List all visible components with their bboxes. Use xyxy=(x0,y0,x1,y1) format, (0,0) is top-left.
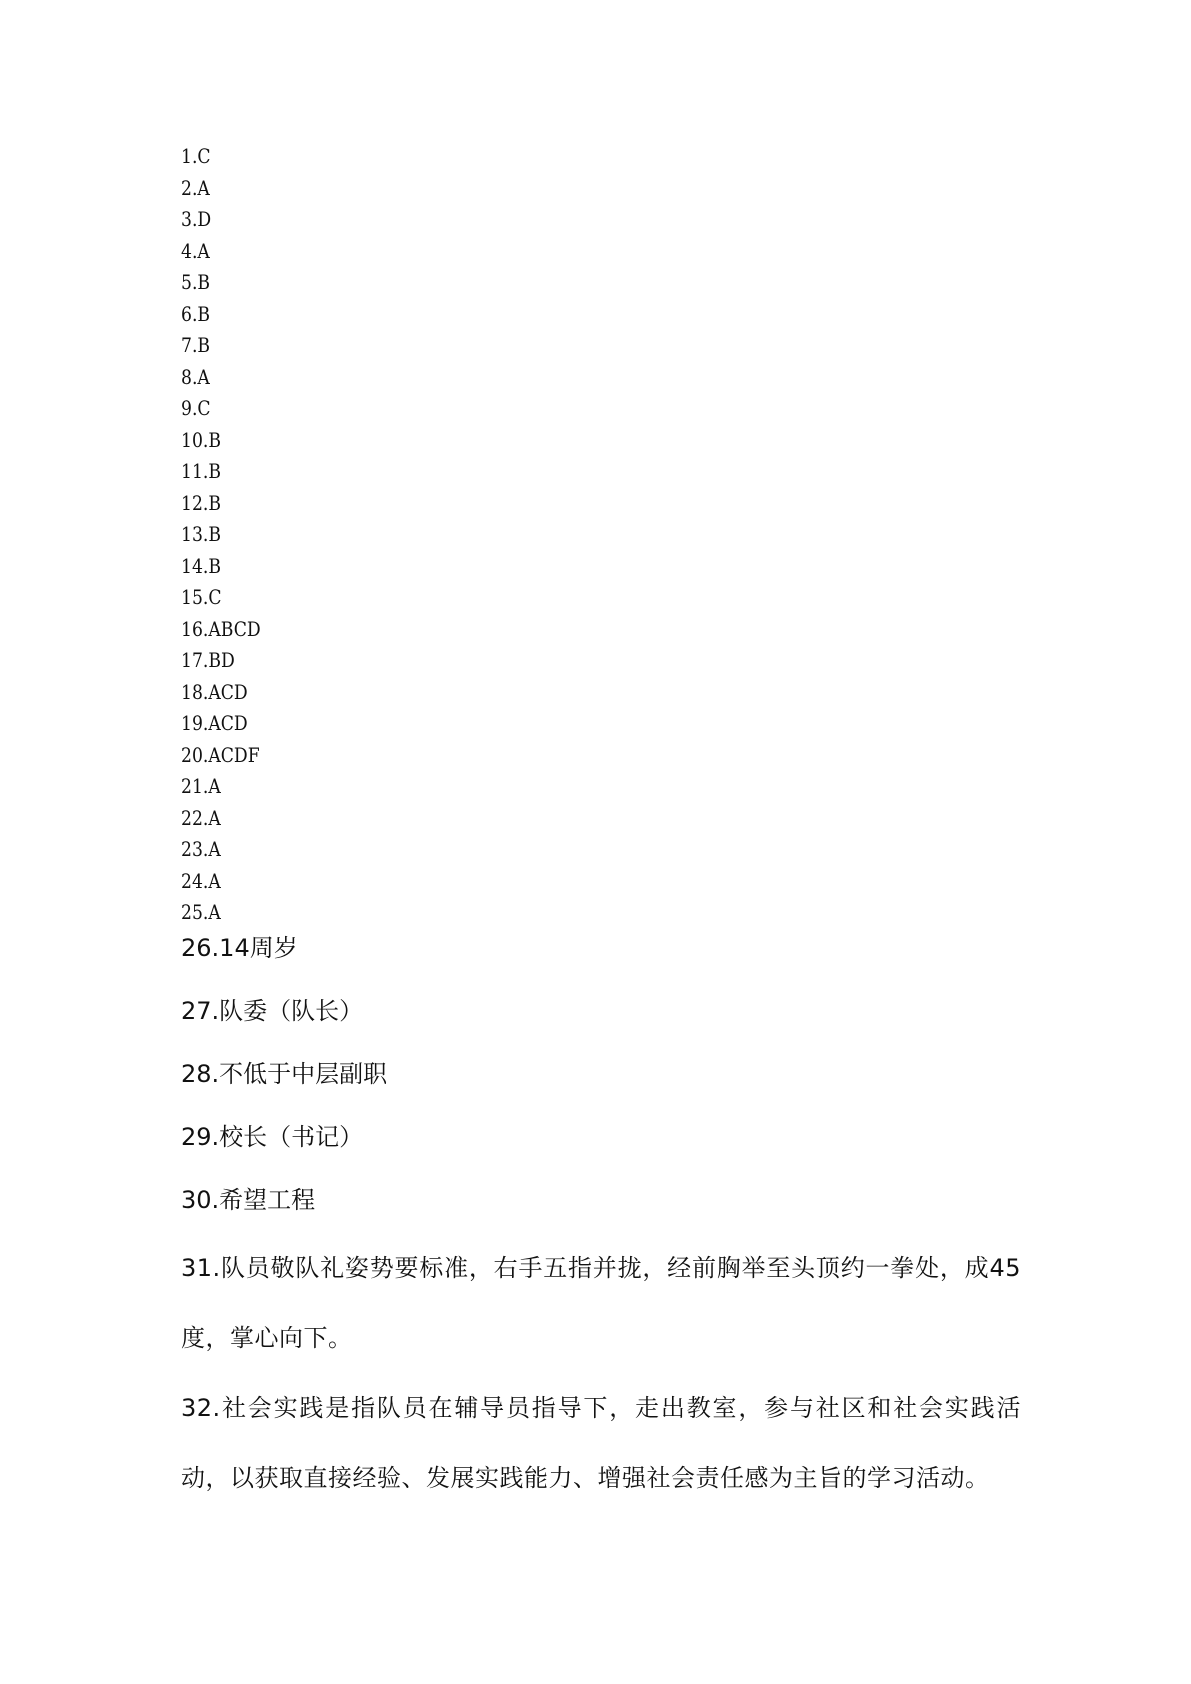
answer-item: 15.C xyxy=(181,585,222,609)
fill-in-answer-item: 28.不低于中层副职 xyxy=(181,1060,388,1088)
answer-item: 21.A xyxy=(181,774,221,798)
answer-item: 20.ACDF xyxy=(181,742,260,767)
fill-in-answer-item: 26.14周岁 xyxy=(181,934,298,962)
answer-item: 22.A xyxy=(181,805,221,830)
objective-answer-list xyxy=(181,141,261,929)
answer-item: 1.C xyxy=(181,144,211,168)
answer-item: 11.B xyxy=(181,459,222,483)
answer-item: 5.B xyxy=(181,270,211,294)
answer-item: 23.A xyxy=(181,837,221,861)
fill-in-answer-item: 29.校长（书记） xyxy=(181,1123,364,1151)
fill-in-answer-item: 27.队委（队长） xyxy=(181,997,364,1025)
answer-item: 3.D xyxy=(181,207,212,231)
answer-item: 10.B xyxy=(181,427,222,452)
answer-item: 12.B xyxy=(181,490,222,515)
answer-item: 16.ABCD xyxy=(181,616,261,641)
answer-item: 7.B xyxy=(181,333,211,357)
answer-item: 4.A xyxy=(181,238,210,263)
answer-item: 8.A xyxy=(181,364,210,389)
essay-answer-31: 31.队员敬队礼姿势要标准，右手五指并拢，经前胸举至头顶约一拳处，成45度，掌心向下。 xyxy=(181,1254,1021,1352)
answer-item: 17.BD xyxy=(181,648,235,672)
answer-item: 6.B xyxy=(181,301,211,326)
answer-item: 25.A xyxy=(181,900,221,924)
answer-item: 18.ACD xyxy=(181,679,248,704)
fill-in-answer-list xyxy=(181,930,1021,1245)
fill-in-answer-item: 30.希望工程 xyxy=(181,1186,316,1214)
answer-item: 9.C xyxy=(181,396,211,420)
answer-item: 24.A xyxy=(181,868,221,893)
essay-answer-32: 32.社会实践是指队员在辅导员指导下，走出教室，参与社区和社会实践活动，以获取直接经验、发展实践能力、增强社会责任感为主旨的学习活动。 xyxy=(181,1394,1021,1492)
answer-item: 2.A xyxy=(181,175,210,200)
answer-item: 19.ACD xyxy=(181,711,248,735)
answer-item: 13.B xyxy=(181,522,222,546)
answer-item: 14.B xyxy=(181,553,222,578)
